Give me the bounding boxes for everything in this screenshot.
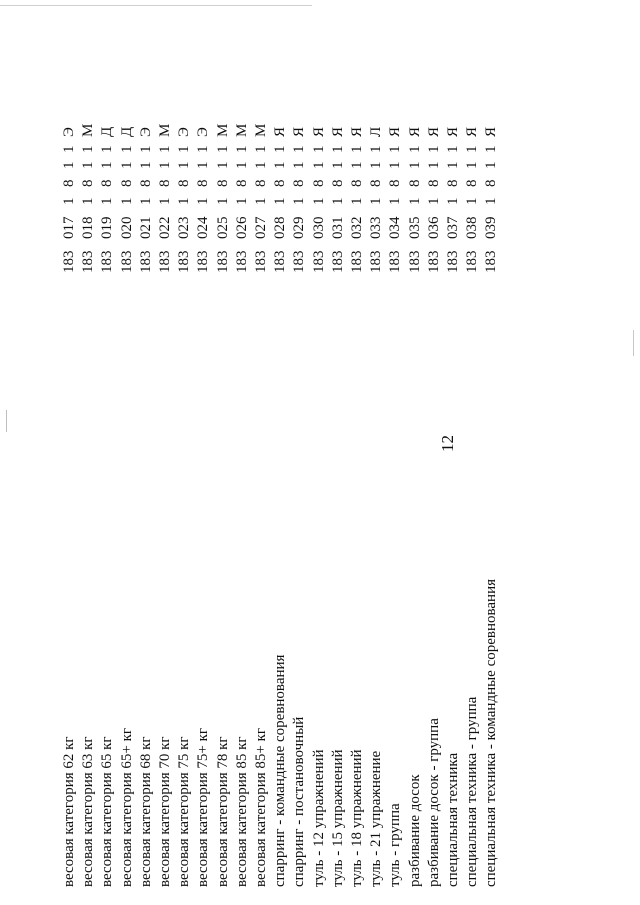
code-part: 033	[368, 216, 385, 239]
table-row	[252, 17, 271, 887]
code-part: 1	[349, 197, 365, 205]
code-part: 8	[157, 179, 173, 187]
code-part: 183	[291, 250, 308, 273]
code-part: 183	[137, 250, 154, 273]
code-part: 022	[157, 216, 173, 239]
code-part: 8	[61, 179, 77, 187]
table-row	[290, 17, 309, 887]
code-part: 8	[291, 179, 308, 187]
code-part: 1	[253, 161, 269, 169]
table-row	[214, 17, 233, 887]
code-part: 1	[310, 197, 327, 205]
code-part: М	[157, 123, 173, 137]
code-part: 020	[118, 216, 135, 239]
table-row	[156, 17, 175, 887]
code-part: 1	[195, 197, 212, 205]
code-part: 038	[464, 216, 481, 239]
table-row	[137, 17, 156, 887]
code-part: 1	[214, 197, 231, 205]
code-part: 183	[253, 250, 269, 273]
code-part: 029	[291, 216, 308, 239]
code-part: 8	[349, 179, 365, 187]
code-part: 1	[445, 145, 461, 153]
code-part: 1	[368, 161, 385, 169]
code-part: 183	[272, 250, 289, 273]
table-row	[329, 17, 348, 887]
discipline-name: разбивание досок	[406, 774, 423, 887]
discipline-name: спарринг - командные соревнования	[272, 654, 289, 887]
table-row	[194, 17, 213, 887]
code-part: 034	[387, 216, 404, 239]
code-part: 021	[137, 216, 154, 239]
code-part: 1	[137, 197, 154, 205]
discipline-name: весовая категория 70 кг	[157, 736, 173, 887]
code-part: Л	[368, 126, 385, 137]
code-part: 183	[118, 250, 135, 273]
code-part: 025	[214, 216, 231, 239]
code-part: 1	[253, 145, 269, 153]
code-part: Я	[329, 126, 346, 137]
code-part: Д	[118, 126, 135, 137]
code-part: Э	[176, 127, 193, 137]
code-part: 1	[464, 197, 481, 205]
code-part: 027	[253, 216, 269, 239]
code-part: Я	[406, 126, 423, 137]
code-part: 1	[483, 197, 500, 205]
code-part: 1	[99, 197, 116, 205]
code-part: 1	[157, 197, 173, 205]
code-part: 183	[157, 250, 173, 273]
code-part: 023	[176, 216, 193, 239]
code-part: М	[233, 123, 250, 137]
discipline-name: туль - 15 упражнений	[329, 749, 346, 887]
code-part: Я	[349, 126, 365, 137]
table-row	[386, 17, 405, 887]
table-row	[367, 17, 386, 887]
code-part: Э	[137, 127, 154, 137]
code-part: 030	[310, 216, 327, 239]
code-part: 1	[483, 161, 500, 169]
code-part: 019	[99, 216, 116, 239]
code-part: 8	[464, 179, 481, 187]
code-part: 183	[329, 250, 346, 273]
code-part: 028	[272, 216, 289, 239]
code-part: 1	[214, 161, 231, 169]
code-part: 1	[310, 161, 327, 169]
discipline-name: специальная техника	[445, 752, 461, 887]
code-part: 1	[445, 197, 461, 205]
discipline-name: весовая категория 62 кг	[61, 736, 77, 887]
code-part: 1	[214, 145, 231, 153]
discipline-name: туль - 21 упражнение	[368, 750, 385, 887]
code-part: 1	[118, 161, 135, 169]
code-part: 1	[406, 197, 423, 205]
table-row	[118, 17, 137, 887]
code-part: 8	[214, 179, 231, 187]
code-part: 1	[291, 145, 308, 153]
code-part: 1	[464, 145, 481, 153]
code-part: 031	[329, 216, 346, 239]
table-row	[271, 17, 290, 887]
discipline-name: весовая категория 75 кг	[176, 736, 193, 887]
discipline-name: спарринг - постановочный	[291, 716, 308, 887]
code-part: 8	[368, 179, 385, 187]
table-row	[233, 17, 252, 887]
code-part: 018	[80, 216, 97, 239]
code-part: 1	[387, 197, 404, 205]
table-row	[348, 17, 367, 887]
code-part: 8	[137, 179, 154, 187]
code-part: Я	[272, 126, 289, 137]
table-row	[310, 17, 329, 887]
code-part: 183	[214, 250, 231, 273]
code-part: 1	[310, 145, 327, 153]
code-part: 037	[445, 216, 461, 239]
code-part: 1	[80, 197, 97, 205]
code-part: 1	[291, 161, 308, 169]
code-part: 1	[368, 197, 385, 205]
code-part: 1	[329, 161, 346, 169]
code-part: 183	[310, 250, 327, 273]
code-part: 1	[176, 197, 193, 205]
code-part: 1	[99, 145, 116, 153]
code-part: 1	[176, 145, 193, 153]
table-row	[425, 17, 444, 887]
code-part: 183	[464, 250, 481, 273]
code-part: 1	[406, 145, 423, 153]
code-part: 1	[349, 161, 365, 169]
code-part: 1	[464, 161, 481, 169]
code-part: 1	[368, 145, 385, 153]
code-part: 183	[233, 250, 250, 273]
discipline-name: весовая категория 65 кг	[99, 736, 116, 887]
code-part: 1	[157, 145, 173, 153]
discipline-name: весовая категория 65+ кг	[118, 727, 135, 887]
table-row	[463, 17, 482, 887]
code-part: 8	[425, 179, 442, 187]
code-part: 183	[483, 250, 500, 273]
scan-mark	[633, 330, 634, 356]
code-part: 1	[291, 197, 308, 205]
discipline-name: разбивание досок - группа	[425, 718, 442, 887]
table-row	[406, 17, 425, 887]
code-part: 1	[61, 197, 77, 205]
code-part: 1	[483, 145, 500, 153]
code-part: 1	[329, 197, 346, 205]
code-part: 039	[483, 216, 500, 239]
code-part: 1	[195, 161, 212, 169]
code-part: 036	[425, 216, 442, 239]
code-part: 183	[406, 250, 423, 273]
code-part: 8	[310, 179, 327, 187]
code-part: 8	[118, 179, 135, 187]
code-part: 8	[80, 179, 97, 187]
discipline-name: туль - 18 упражнений	[349, 749, 365, 887]
code-part: 8	[483, 179, 500, 187]
code-part: 1	[387, 161, 404, 169]
code-part: Я	[425, 126, 442, 137]
code-part: 1	[99, 161, 116, 169]
code-part: 035	[406, 216, 423, 239]
code-part: 1	[253, 197, 269, 205]
code-part: 1	[118, 197, 135, 205]
code-part: 1	[137, 161, 154, 169]
code-part: 8	[233, 179, 250, 187]
table-row	[79, 17, 98, 887]
code-part: М	[253, 123, 269, 137]
code-part: Я	[464, 126, 481, 137]
code-part: 8	[387, 179, 404, 187]
code-part: 1	[233, 145, 250, 153]
code-part: 8	[272, 179, 289, 187]
code-part: 024	[195, 216, 212, 239]
table-row	[444, 17, 463, 887]
code-part: 1	[61, 161, 77, 169]
scan-mark	[6, 410, 7, 432]
table-row	[482, 17, 501, 887]
code-part: 1	[195, 145, 212, 153]
discipline-name: весовая категория 78 кг	[214, 736, 231, 887]
discipline-name: весовая категория 63 кг	[80, 736, 97, 887]
code-part: 183	[349, 250, 365, 273]
code-part: 183	[61, 250, 77, 273]
code-part: 1	[425, 145, 442, 153]
code-part: 1	[445, 161, 461, 169]
code-part: 032	[349, 216, 365, 239]
code-part: 1	[387, 145, 404, 153]
code-part: М	[80, 123, 97, 137]
table-row	[60, 17, 79, 887]
code-part: 183	[195, 250, 212, 273]
discipline-name: весовая категория 85+ кг	[253, 727, 269, 887]
code-part: 026	[233, 216, 250, 239]
code-part: 1	[233, 161, 250, 169]
discipline-name: специальная техника - группа	[464, 696, 481, 887]
code-part: Я	[445, 126, 461, 137]
code-part: 8	[445, 179, 461, 187]
code-part: 1	[406, 161, 423, 169]
code-part: 8	[195, 179, 212, 187]
code-part: 183	[176, 250, 193, 273]
code-part: 183	[99, 250, 116, 273]
code-part: 8	[253, 179, 269, 187]
code-part: 8	[176, 179, 193, 187]
code-part: Я	[483, 126, 500, 137]
code-part: 8	[99, 179, 116, 187]
code-part: 1	[176, 161, 193, 169]
code-part: 1	[118, 145, 135, 153]
table-row	[98, 17, 117, 887]
code-part: Я	[291, 126, 308, 137]
code-part: М	[214, 123, 231, 137]
page-number: 12	[438, 435, 457, 452]
scan-edge-line	[0, 5, 312, 6]
code-part: 1	[80, 145, 97, 153]
code-part: 1	[157, 161, 173, 169]
code-part: Я	[387, 126, 404, 137]
code-part: 183	[445, 250, 461, 273]
discipline-name: весовая категория 68 кг	[137, 736, 154, 887]
code-part: 1	[272, 145, 289, 153]
code-part: 183	[387, 250, 404, 273]
discipline-name: туль - 12 упражнений	[310, 749, 327, 887]
discipline-name: весовая категория 85 кг	[233, 736, 250, 887]
code-part: 183	[368, 250, 385, 273]
code-part: 8	[329, 179, 346, 187]
discipline-name: весовая категория 75+ кг	[195, 727, 212, 887]
code-part: 8	[406, 179, 423, 187]
code-part: 183	[425, 250, 442, 273]
code-part: 017	[61, 216, 77, 239]
code-part: 183	[80, 250, 97, 273]
code-part: 1	[272, 161, 289, 169]
code-part: Э	[195, 127, 212, 137]
code-part: 1	[329, 145, 346, 153]
code-part: Э	[61, 127, 77, 137]
code-part: 1	[233, 197, 250, 205]
table-row	[175, 17, 194, 887]
discipline-name: туль - группа	[387, 803, 404, 887]
code-part: Д	[99, 126, 116, 137]
code-part: Я	[310, 126, 327, 137]
code-part: 1	[80, 161, 97, 169]
code-part: 1	[425, 161, 442, 169]
rotated-content	[60, 17, 500, 887]
code-part: 1	[349, 145, 365, 153]
code-part: 1	[425, 197, 442, 205]
code-part: 1	[137, 145, 154, 153]
discipline-name: специальная техника - командные соревнования	[483, 578, 500, 887]
code-part: 1	[61, 145, 77, 153]
code-part: 1	[272, 197, 289, 205]
